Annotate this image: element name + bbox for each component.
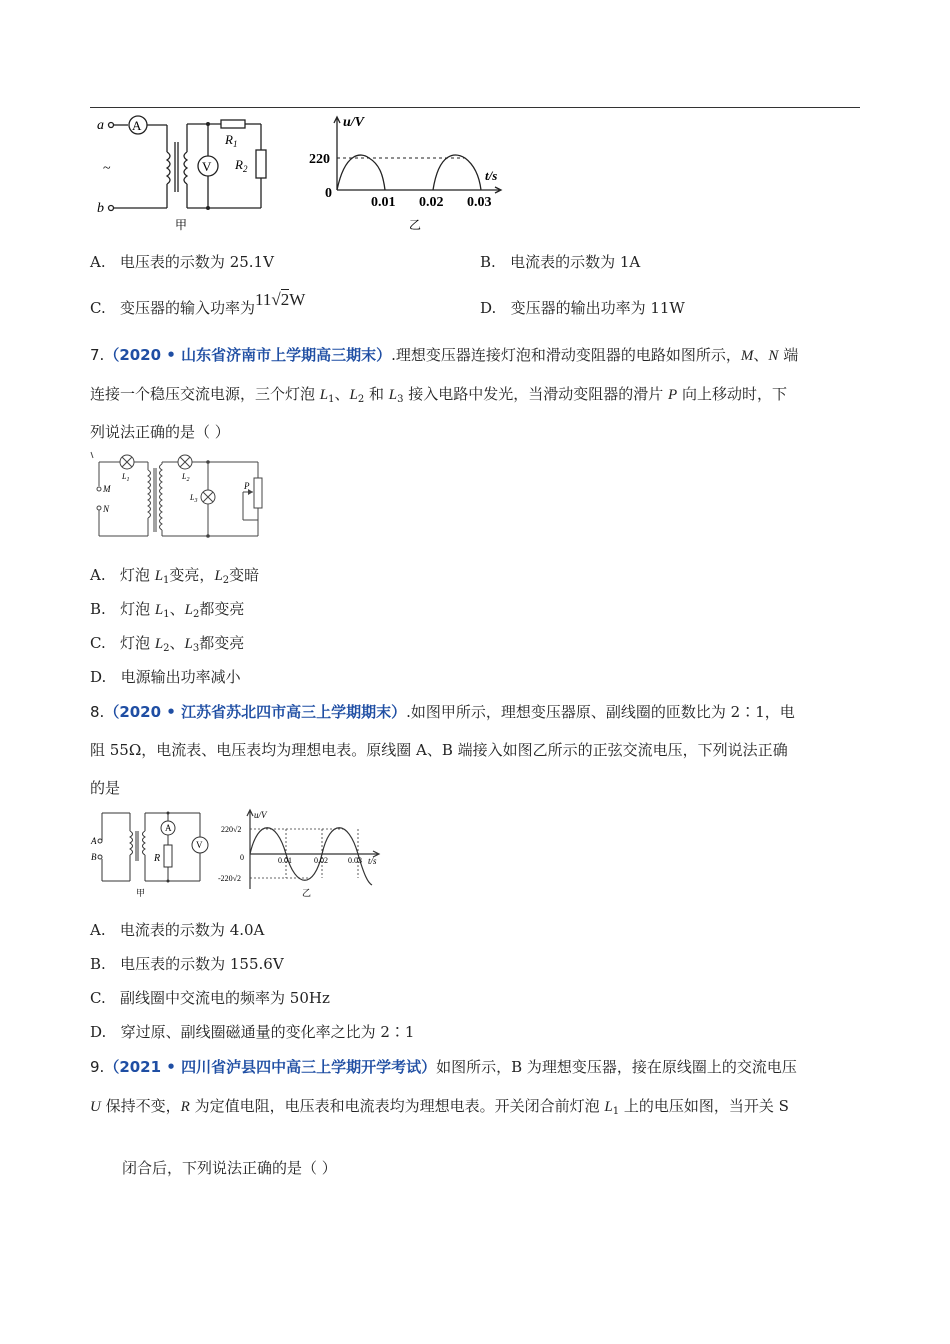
q6-graph-origin: 0 (325, 186, 332, 201)
q8-graph-y-neg: -220√2 (218, 874, 242, 883)
q7-option-c[interactable]: C. 灯泡 $L_2$、$L_3$都变亮 (90, 634, 245, 654)
q6-option-c[interactable]: C. 变压器的输入功率为11√2W (90, 290, 306, 317)
q6-r2-label: $R_2$ (235, 157, 248, 174)
q6-circuit-figure (95, 112, 275, 232)
q8-voltage-graph (218, 807, 388, 899)
q8-source: （2020 • 江苏省苏北四市高三上学期期末） (104, 703, 407, 721)
q7-option-d[interactable]: D. 电源输出功率减小 (90, 668, 241, 686)
q6-graph-x-tick: 0.03 (467, 195, 492, 210)
q7-stem-line-2: 连接一个稳压交流电源，三个灯泡 $L_1$、$L_2$ 和 $L_3$ 接入电路中发光，当滑动变阻器的滑片 P 向上移动时，下 (90, 385, 787, 405)
q8-fig-jia-label: 甲 (136, 888, 146, 898)
q8-fig-voltmeter-label: V (196, 840, 203, 850)
q6-option-b[interactable]: B. 电流表的示数为 1A (480, 253, 641, 271)
q7-stem-line-1: 7.（2020 • 山东省济南市上学期高三期末）.理想变压器连接灯泡和滑动变阻器的电路如图所示，M、N 端 (90, 346, 799, 364)
q8-graph-origin: 0 (240, 853, 244, 862)
q6-voltmeter-label: V (202, 159, 212, 174)
q8-graph-xlabel: t/s (368, 856, 377, 866)
q8-stem-line-2: 阻 55Ω，电流表、电压表均为理想电表。原线圈 A、B 端接入如图乙所示的正弦交流电压，下列说法正确 (90, 741, 788, 759)
q6-option-c-formula: 11√2W (255, 290, 306, 309)
q6-terminal-b: b (97, 201, 104, 216)
q8-option-a[interactable]: A. 电流表的示数为 4.0A (90, 921, 265, 939)
q8-stem-line-1: 8.（2020 • 江苏省苏北四市高三上学期期末）.如图甲所示，理想变压器原、副线圈的匝数比为 2∶1，电 (90, 703, 795, 721)
q6-option-a[interactable]: A. 电压表的示数为 25.1V (90, 253, 274, 271)
q6-figure-yi-label: 乙 (409, 218, 422, 232)
q8-fig-terminal-b: B (91, 852, 97, 862)
q6-graph-y-tick: 220 (309, 152, 330, 167)
q9-stem-line-1: 9.（2021 • 四川省泸县四中高三上学期开学考试）如图所示，B 为理想变压器，接在原线圈上的交流电压 (90, 1058, 797, 1076)
q8-graph-y-pos: 220√2 (221, 825, 242, 834)
q6-ac-symbol: ~ (103, 161, 111, 176)
q9-stem-line-3: 闭合后，下列说法正确的是（ ） (122, 1159, 337, 1177)
q7-stem-line-3: 列说法正确的是（ ） (90, 423, 230, 441)
q6-graph-ylabel: u/V (343, 115, 365, 130)
q6-graph-x-tick: 0.02 (419, 195, 444, 210)
q9-stem-line-2: U 保持不变，R 为定值电阻，电压表和电流表均为理想电表。开关闭合前灯泡 $L_1$ 上的电压如图，当开关 S (90, 1097, 789, 1117)
q8-graph-x-tick: 0.02 (314, 856, 328, 865)
q7-fig-m-label: M (103, 484, 111, 494)
q8-graph-ylabel: u/V (254, 810, 267, 820)
q7-fig-n-label: N (103, 504, 110, 514)
q6-r1-label: $R_1$ (225, 132, 238, 149)
q7-circuit-figure (90, 450, 275, 540)
q6-option-d[interactable]: D. 变压器的输出功率为 11W (480, 299, 685, 317)
q8-option-d[interactable]: D. 穿过原、副线圈磁通量的变化率之比为 2∶1 (90, 1023, 415, 1041)
q7-fig-l1-label: $L_1$ (122, 472, 130, 483)
q8-fig-ammeter-label: A (165, 823, 172, 833)
q8-fig-terminal-a: A (91, 836, 97, 846)
q7-option-b[interactable]: B. 灯泡 $L_1$、$L_2$都变亮 (90, 600, 245, 620)
q8-circuit-figure (90, 807, 215, 899)
q8-option-b[interactable]: B. 电压表的示数为 155.6V (90, 955, 284, 973)
q8-graph-x-tick: 0.01 (278, 856, 292, 865)
q8-fig-r-label: R (154, 853, 161, 864)
q7-option-a[interactable]: A. 灯泡 $L_1$变亮，$L_2$变暗 (90, 566, 260, 586)
q8-stem-line-3: 的是 (90, 779, 121, 797)
q8-graph-x-tick: 0.03 (348, 856, 362, 865)
q6-graph-xlabel: t/s (485, 168, 498, 183)
q7-fig-l2-label: $L_2$ (182, 472, 190, 483)
q7-fig-p-label: P (244, 481, 250, 491)
q6-ammeter-label: A (132, 118, 142, 133)
q8-graph-yi-label: 乙 (302, 888, 312, 898)
q6-figure-jia-label: 甲 (175, 218, 188, 232)
q9-source: （2021 • 四川省泸县四中高三上学期开学考试） (104, 1058, 437, 1076)
q7-source: （2020 • 山东省济南市上学期高三期末） (104, 346, 392, 364)
q6-terminal-a: a (97, 118, 104, 133)
q8-option-c[interactable]: C. 副线圈中交流电的频率为 50Hz (90, 989, 330, 1007)
q6-graph-x-tick: 0.01 (371, 195, 396, 210)
q7-fig-l3-label: $L_3$ (190, 493, 198, 504)
header-rule (90, 107, 860, 108)
q6-voltage-graph (305, 112, 510, 232)
